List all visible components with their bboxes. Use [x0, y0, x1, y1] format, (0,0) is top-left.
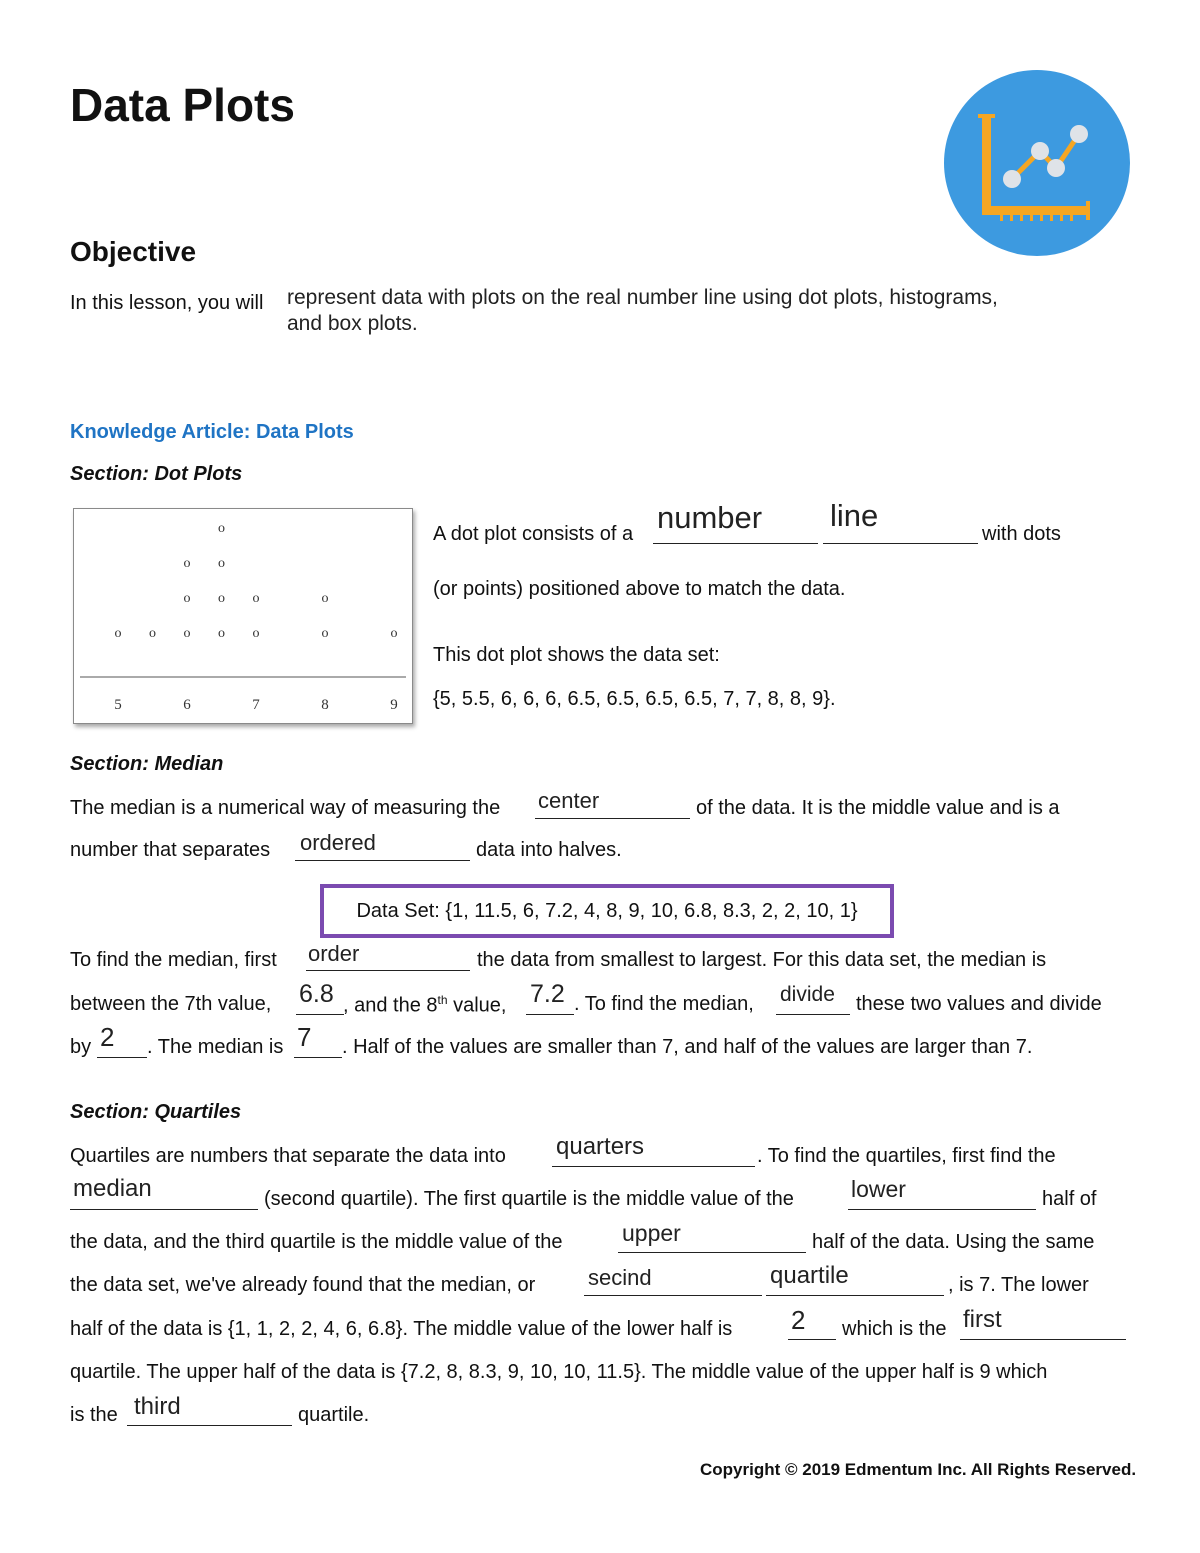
- blank-line-2: [97, 1057, 147, 1058]
- median-s5-b: . The median is: [147, 1036, 284, 1058]
- dot-plot-point: o: [183, 556, 191, 571]
- median-s5-c: . Half of the values are smaller than 7, and half of the values are larger than 7.: [342, 1036, 1033, 1058]
- quartiles-q7-start: is the: [70, 1404, 118, 1426]
- dot-plot-sentence-end: with dots: [982, 523, 1061, 545]
- blank-answer-lower: lower: [851, 1176, 906, 1202]
- data-set-text: Data Set: {1, 11.5, 6, 7.2, 4, 8, 9, 10, 6.8, 8.3, 2, 2, 10, 1}: [356, 899, 858, 922]
- dot-plot-sentence-start: A dot plot consists of a: [433, 523, 634, 545]
- blank-answer-center: center: [538, 788, 600, 813]
- blank-answer-7: 7: [297, 1022, 312, 1052]
- median-s2-end: data into halves.: [476, 839, 622, 861]
- data-set-box: [320, 884, 894, 938]
- blank-line-divide: [776, 1014, 850, 1015]
- blank-line-median: [70, 1209, 258, 1210]
- dot-plot-point: o: [218, 556, 225, 571]
- blank-answer-ordered: ordered: [300, 830, 376, 855]
- dot-plot-point: o: [390, 626, 398, 641]
- median-s4-b: , and the 8th value,: [343, 993, 507, 1017]
- blank-answer-first: first: [963, 1306, 1002, 1333]
- dot-plot-point: o: [218, 626, 225, 641]
- blank-line-third: [127, 1425, 292, 1426]
- blank-answer-median: median: [73, 1175, 152, 1202]
- quartiles-q3-end: half of the data. Using the same: [812, 1231, 1095, 1253]
- quartiles-q2-end: half of: [1042, 1188, 1097, 1210]
- median-s4-e: these two values and divide: [856, 993, 1102, 1015]
- blank-line-2: [823, 543, 978, 544]
- dot-plot-point: o: [149, 626, 156, 641]
- median-s1-end: of the data. It is the middle value and is a: [696, 797, 1060, 819]
- blank-answer-secind: secind: [588, 1265, 652, 1290]
- objective-answer-line1: represent data with plots on the real number line using dot plots, histograms,: [287, 286, 998, 309]
- median-s4-a: between the 7th value,: [70, 993, 272, 1015]
- blank-answer-2: 2: [100, 1022, 115, 1052]
- median-s3-start: To find the median, first: [70, 949, 277, 971]
- quartiles-q3-start: the data, and the third quartile is the middle value of the: [70, 1231, 563, 1253]
- dot-plot-tick-label: 6: [183, 697, 191, 713]
- median-s5-a: by: [70, 1036, 92, 1058]
- median-s4-d: . To find the median,: [574, 993, 754, 1015]
- quartiles-q5-mid: which is the: [842, 1318, 947, 1340]
- dot-plot-point: o: [321, 591, 329, 606]
- blank-answer-quarters: quarters: [556, 1133, 645, 1160]
- dot-plot-point: o: [218, 521, 225, 536]
- quartiles-q2-mid: (second quartile). The first quartile is the middle value of the: [264, 1188, 794, 1210]
- blank-line-center: [535, 818, 690, 819]
- quartiles-q4-start: the data set, we've already found that the median, or: [70, 1274, 536, 1296]
- blank-answer-divide: divide: [780, 983, 835, 1006]
- dot-plot-sentence-2: (or points) positioned above to match the data.: [433, 578, 846, 600]
- median-s3-end: the data from smallest to largest. For this data set, the median is: [477, 949, 1047, 971]
- quartiles-q1-start: Quartiles are numbers that separate the data into: [70, 1145, 506, 1167]
- dot-plot-point: o: [321, 626, 329, 641]
- blank-line-quartile: [766, 1295, 944, 1296]
- dot-plot-tick-label: 9: [390, 697, 398, 713]
- blank-answer-order: order: [308, 941, 360, 966]
- dot-plot-point: o: [183, 626, 191, 641]
- section-heading-dot-plots: Section: Dot Plots: [70, 463, 243, 485]
- dot-plot-point: o: [252, 626, 260, 641]
- dot-plot-chart: [74, 509, 412, 723]
- objective-lead: In this lesson, you will: [70, 292, 264, 314]
- blank-line-6-8: [296, 1014, 344, 1015]
- blank-line-first: [960, 1339, 1126, 1340]
- section-heading-median: Section: Median: [70, 753, 224, 775]
- median-s1-start: The median is a numerical way of measuring the: [70, 797, 501, 819]
- dot-plot-figure: [73, 508, 413, 724]
- blank-line-order: [306, 970, 470, 971]
- quartiles-q4-end: , is 7. The lower: [948, 1274, 1089, 1296]
- blank-line-7-2: [526, 1014, 574, 1015]
- objective-heading: Objective: [70, 236, 197, 267]
- blank-line-lower: [848, 1209, 1036, 1210]
- median-s2-start: number that separates: [70, 839, 271, 861]
- blank-line-1: [653, 543, 818, 544]
- dot-plot-point: o: [114, 626, 122, 641]
- quartiles-q1-end: . To find the quartiles, first find the: [757, 1145, 1056, 1167]
- dot-plot-point: o: [183, 591, 191, 606]
- quartiles-q5-start: half of the data is {1, 1, 2, 2, 4, 6, 6.8}. The middle value of the lower half is: [70, 1318, 733, 1340]
- blank-answer-6-8: 6.8: [299, 980, 334, 1008]
- section-heading-quartiles: Section: Quartiles: [70, 1101, 242, 1123]
- dot-plot-point: o: [218, 591, 225, 606]
- blank-line-7: [294, 1057, 342, 1058]
- dot-plot-tick-label: 5: [114, 697, 122, 713]
- copyright: Copyright © 2019 Edmentum Inc. All Rights Reserved.: [700, 1460, 1137, 1479]
- blank-answer-third: third: [134, 1393, 181, 1420]
- blank-answer-upper: upper: [622, 1220, 681, 1246]
- blank-answer-quartile: quartile: [770, 1262, 849, 1289]
- blank-answer-line: line: [830, 498, 879, 533]
- quartiles-q6: quartile. The upper half of the data is {7.2, 8, 8.3, 9, 10, 10, 11.5}. The middle value of the upper half is 9 which: [70, 1361, 1048, 1383]
- blank-line-secind: [584, 1295, 762, 1296]
- dot-plot-data-set: {5, 5.5, 6, 6, 6, 6.5, 6.5, 6.5, 6.5, 7, 7, 8, 8, 9}.: [433, 688, 836, 710]
- blank-line-upper: [618, 1252, 806, 1253]
- objective-answer-line2: and box plots.: [287, 312, 418, 335]
- blank-answer-number: number: [657, 500, 763, 535]
- blank-answer-7-2: 7.2: [530, 980, 565, 1008]
- blank-line-quarters: [552, 1166, 755, 1167]
- dot-plot-tick-label: 7: [252, 697, 260, 713]
- dot-plot-point: o: [252, 591, 260, 606]
- blank-line-q2: [788, 1339, 836, 1340]
- blank-answer-q2: 2: [791, 1305, 806, 1335]
- article-title: Knowledge Article: Data Plots: [70, 421, 354, 443]
- dot-plot-tick-label: 8: [321, 697, 329, 713]
- page-title: Data Plots: [70, 79, 295, 131]
- quartiles-q7-end: quartile.: [298, 1404, 370, 1426]
- line-chart-icon: [944, 70, 1130, 256]
- blank-line-ordered: [295, 860, 470, 861]
- dot-plot-sentence-3: This dot plot shows the data set:: [433, 644, 720, 666]
